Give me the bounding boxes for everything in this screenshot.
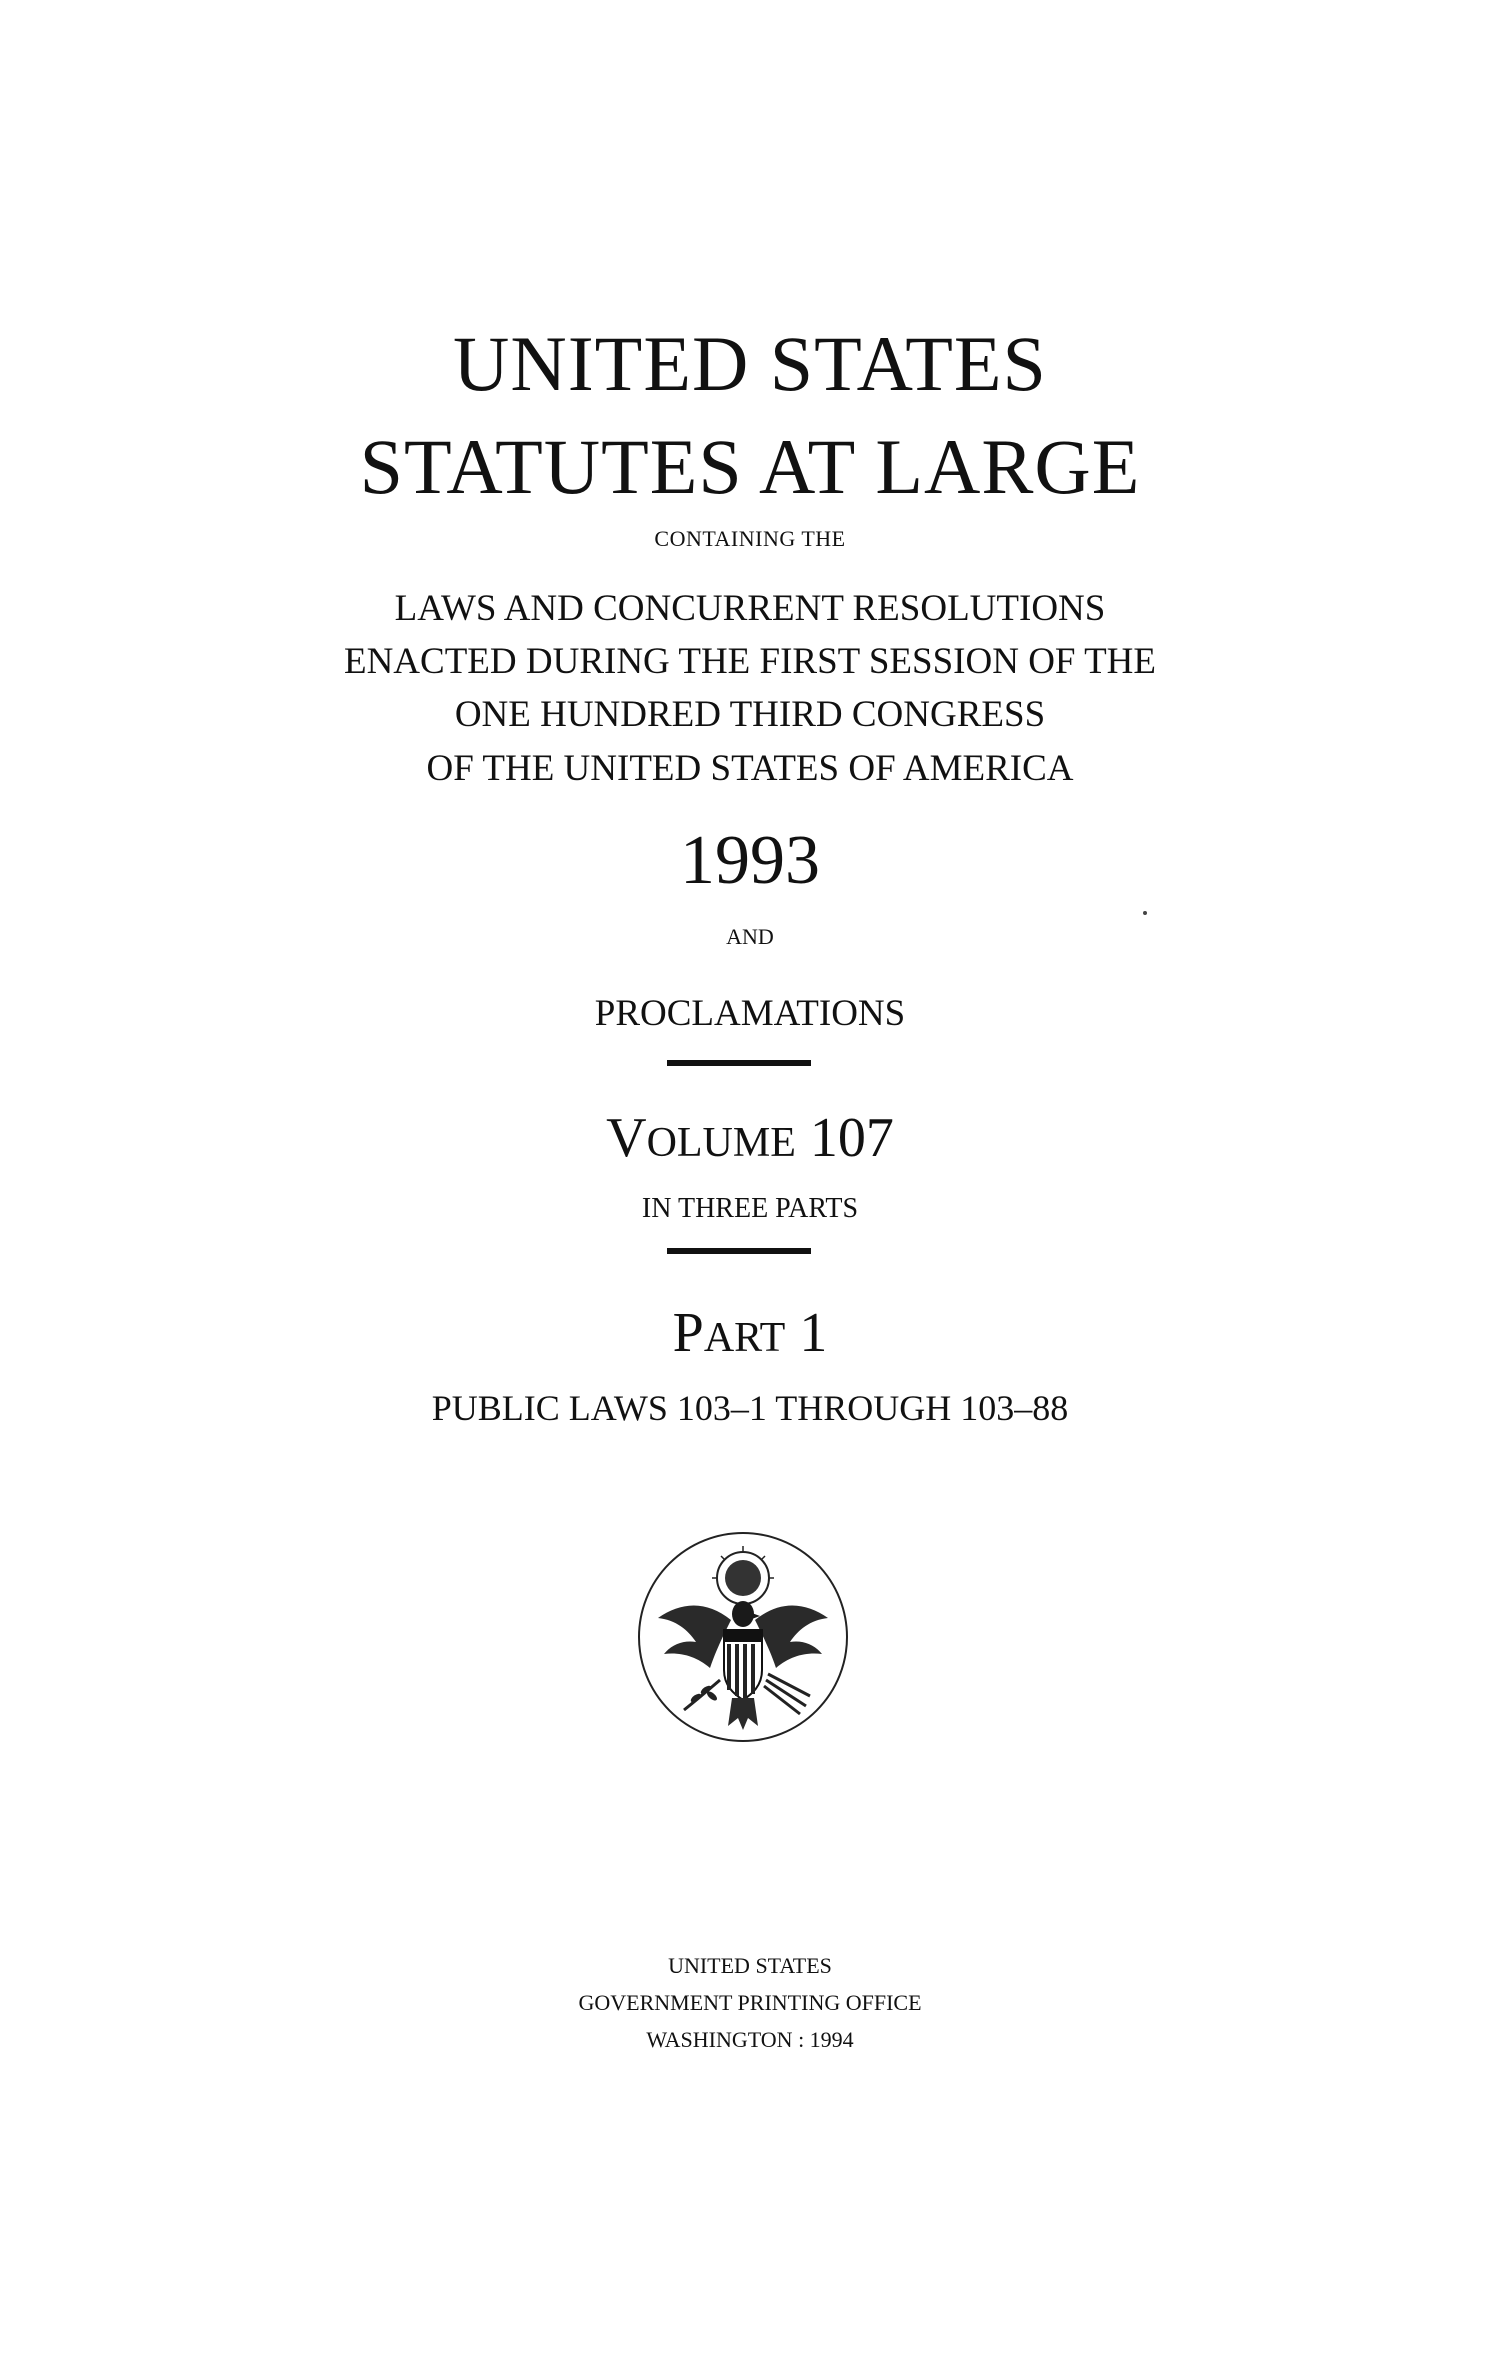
description-line-1: LAWS AND CONCURRENT RESOLUTIONS	[394, 588, 1106, 629]
year: 1993	[680, 822, 820, 899]
containing-label: CONTAINING THE	[654, 526, 846, 551]
part-heading	[0, 1302, 1500, 1364]
publisher-line-2: GOVERNMENT PRINTING OFFICE	[578, 1990, 922, 2015]
volume-rest: OLUME	[646, 1120, 796, 1166]
part-first-letter: P	[672, 1302, 704, 1364]
parts-note: IN THREE PARTS	[641, 1193, 859, 1224]
proclamations-label: PROCLAMATIONS	[594, 993, 906, 1034]
title-line-2: STATUTES AT LARGE	[359, 423, 1141, 510]
description-line-4: OF THE UNITED STATES OF AMERICA	[426, 748, 1074, 789]
volume-heading	[0, 1107, 1500, 1169]
great-seal-icon	[636, 1530, 850, 1744]
speck	[1143, 911, 1147, 915]
public-laws-range: PUBLIC LAWS 103–1 THROUGH 103–88	[431, 1388, 1069, 1428]
title-line-1: UNITED STATES	[453, 320, 1047, 407]
part-rest: ART	[703, 1315, 786, 1361]
publisher-line-1: UNITED STATES	[668, 1953, 832, 1978]
divider-rule	[667, 1248, 811, 1254]
divider-rule	[667, 1060, 811, 1066]
and-label: AND	[726, 924, 774, 949]
part-number: 1	[799, 1302, 828, 1364]
volume-first-letter: V	[606, 1107, 647, 1169]
publisher-line-3: WASHINGTON : 1994	[646, 2027, 854, 2052]
volume-number: 107	[809, 1107, 894, 1169]
description-line-2: ENACTED DURING THE FIRST SESSION OF THE	[343, 641, 1156, 682]
description-line-3: ONE HUNDRED THIRD CONGRESS	[454, 694, 1046, 735]
